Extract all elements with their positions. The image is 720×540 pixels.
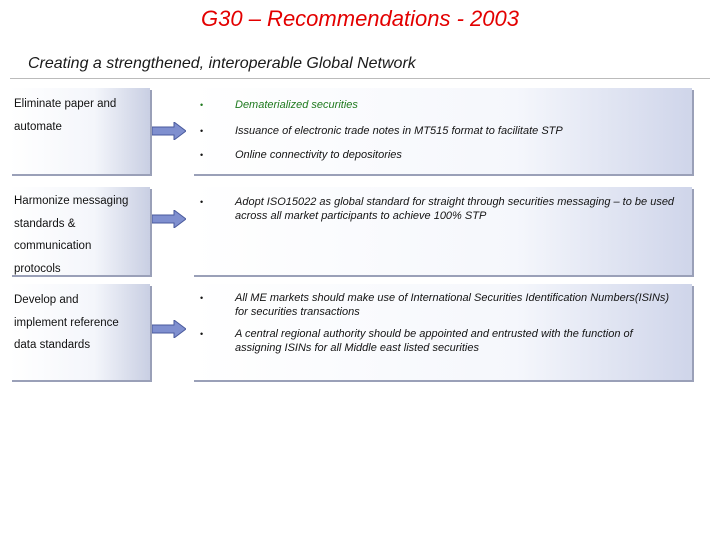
right-arrow-icon	[152, 122, 186, 140]
bullet-icon: •	[200, 329, 204, 339]
page-title: G30 – Recommendations - 2003	[201, 6, 519, 31]
row-label-line: Eliminate paper and	[14, 98, 117, 110]
bullet-item: • Issuance of electronic trade notes in MT515 format to facilitate STP	[200, 125, 563, 137]
row-label-box	[10, 187, 150, 275]
page-subtitle: Creating a strengthened, interoperable Global Network	[28, 55, 416, 72]
bullet-item: • Adopt ISO15022 as global standard for straight through securities messaging – to be used across all market participants to achieve 100% STP	[200, 196, 675, 222]
bullet-item: • All ME markets should make use of International Securities Identification Numbers(ISINs) for securities transactions	[200, 292, 670, 318]
row-label-box	[10, 88, 150, 174]
right-arrow-icon	[152, 320, 186, 338]
bullet-item: • A central regional authority should be appointed and entrusted with the function of assigning ISINs for all Middle east listed securities	[200, 328, 633, 354]
recommendation-box	[192, 88, 692, 174]
bullet-icon: •	[200, 150, 204, 160]
right-arrow-icon	[152, 210, 186, 228]
bullet-item: • Dematerialized securities	[200, 99, 358, 111]
row-label-line: automate	[14, 120, 62, 133]
bullet-icon: •	[200, 293, 204, 303]
bullet-icon: •	[200, 126, 204, 136]
bullet-icon: •	[200, 100, 204, 110]
row-label-line: data standards	[14, 339, 91, 351]
bullet-item: • Online connectivity to depositories	[200, 149, 402, 161]
row-label-line: standards &	[14, 217, 76, 230]
recommendation-box	[192, 187, 692, 275]
row-label-line: protocols	[14, 262, 61, 275]
bullet-icon: •	[200, 197, 204, 207]
row-label-line: Develop and	[14, 294, 79, 306]
row-label-box	[10, 284, 150, 380]
divider	[10, 78, 710, 79]
row-label-line: communication	[14, 240, 92, 252]
row-label-line: Harmonize messaging	[14, 195, 129, 207]
row-label-line: implement reference	[14, 316, 119, 329]
recommendation-box	[192, 284, 692, 380]
